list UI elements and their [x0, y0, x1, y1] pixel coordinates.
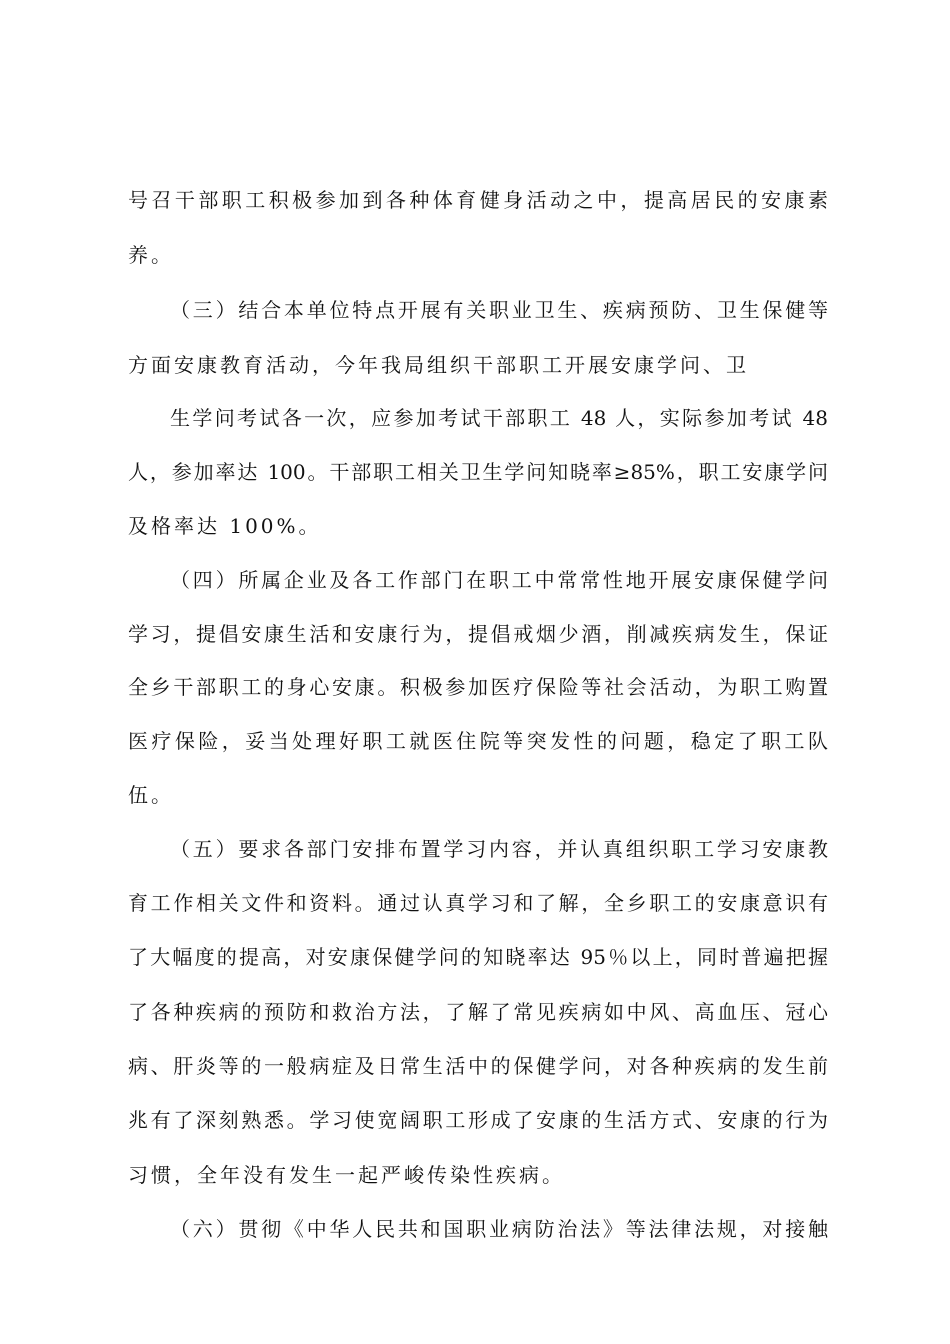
text-line: 全乡干部职工的身心安康。积极参加医疗保险等社会活动，为职工购置 [128, 675, 828, 699]
text-line: （四）所属企业及各工作部门在职工中常常性地开展安康保健学问 [170, 568, 828, 592]
text-line: 习惯，全年没有发生一起严峻传染性疾病。 [128, 1163, 565, 1187]
text-line: 学习，提倡安康生活和安康行为，提倡戒烟少酒，削减疾病发生，保证 [128, 622, 828, 646]
text-line: 病、肝炎等的一般病症及日常生活中的保健学问，对各种疾病的发生前 [128, 1054, 828, 1078]
text-line: 兆有了深刻熟悉。学习使宽阔职工形成了安康的生活方式、安康的行为 [128, 1108, 828, 1132]
text-line: （六）贯彻《中华人民共和国职业病防治法》等法律法规，对接触 [170, 1217, 828, 1241]
text-line: 生学问考试各一次，应参加考试干部职工 48 人，实际参加考试 48 [170, 406, 828, 430]
text-line: （五）要求各部门安排布置学习内容，并认真组织职工学习安康教 [170, 837, 828, 861]
text-line: 育工作相关文件和资料。通过认真学习和了解，全乡职工的安康意识有 [128, 891, 828, 915]
text-line: 方面安康教育活动，今年我局组织干部职工开展安康学问、卫 [128, 353, 749, 377]
text-line: （三）结合本单位特点开展有关职业卫生、疾病预防、卫生保健等 [170, 298, 828, 322]
text-line: 伍。 [128, 783, 174, 807]
text-line: 人，参加率达 100。干部职工相关卫生学问知晓率≥85%，职工安康学问 [128, 460, 828, 484]
text-line: 号召干部职工积极参加到各种体育健身活动之中，提高居民的安康素 [128, 188, 828, 212]
text-line: 了各种疾病的预防和救治方法，了解了常见疾病如中风、高血压、冠心 [128, 1000, 828, 1024]
text-line: 了大幅度的提高，对安康保健学问的知晓率达 95％以上，同时普遍把握 [128, 945, 828, 969]
text-line: 及格率达 100%。 [128, 514, 322, 538]
text-line: 养。 [128, 243, 174, 267]
text-line: 医疗保险，妥当处理好职工就医住院等突发性的问题，稳定了职工队 [128, 729, 828, 753]
